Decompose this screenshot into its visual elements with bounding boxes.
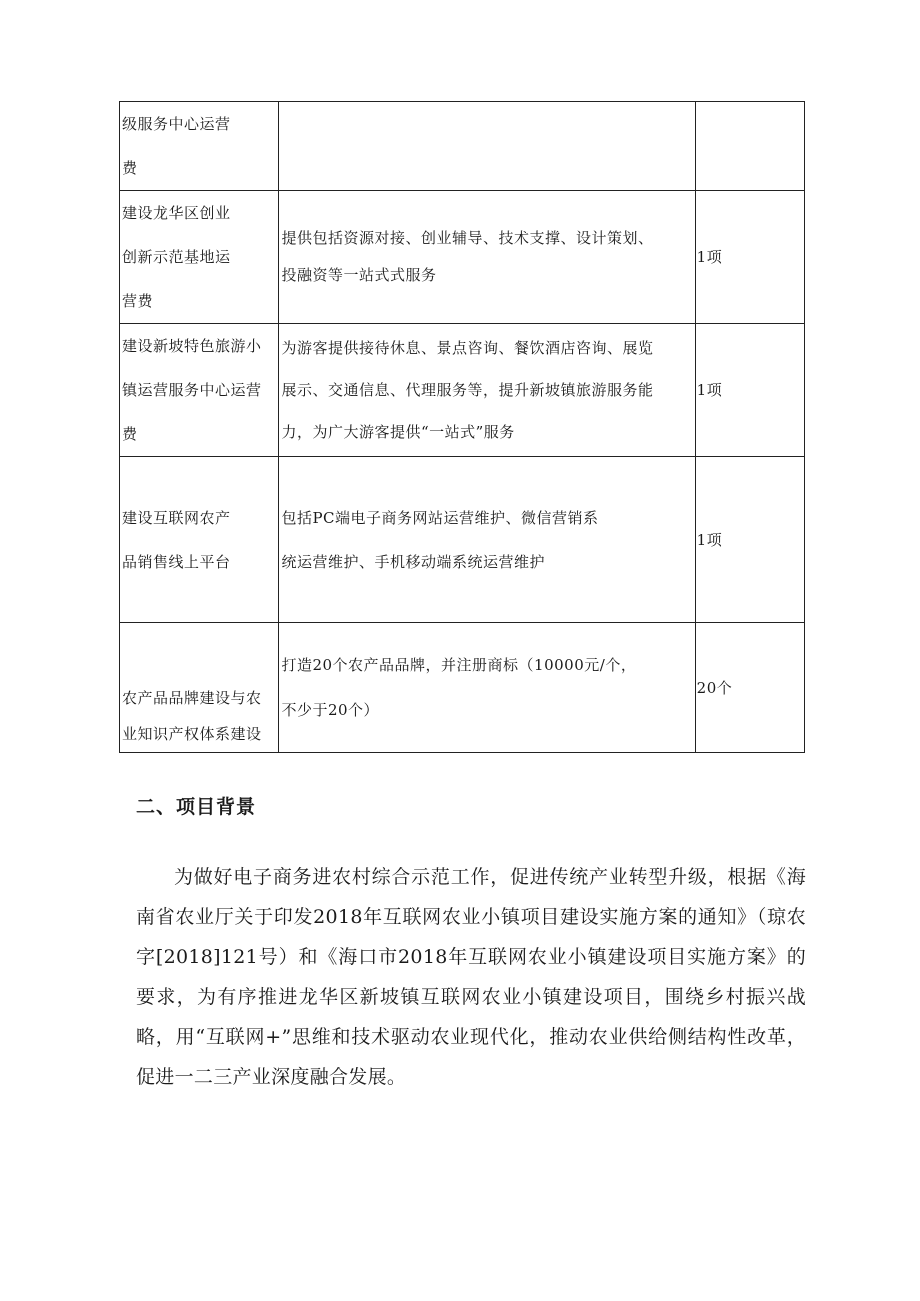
quantity-text: 20个 (696, 678, 733, 697)
item-text: 建设新坡特色旅游小 镇运营服务中心运营 费 (122, 337, 262, 443)
quantity-cell (695, 102, 804, 191)
quantity-cell (695, 324, 804, 457)
table-row (120, 324, 805, 457)
table-row (120, 457, 805, 623)
item-cell (120, 457, 279, 623)
item-text: 建设龙华区创业 创新示范基地运 营费 (122, 204, 231, 310)
quantity-cell (695, 191, 804, 324)
quantity-text: 1项 (696, 248, 723, 266)
content-cell (279, 191, 695, 324)
table-row (120, 623, 805, 753)
quantity-cell (695, 457, 804, 623)
item-text: 建设互联网农产 品销售线上平台 (122, 508, 231, 571)
background-paragraph: 为做好电子商务进农村综合示范工作，促进传统产业转型升级，根据《海南省农业厅关于印发2018年互联网农业小镇项目建设实施方案的通知》（琼农字[2018]121号）和《海口市2018年互联网农业小镇建设项目实施方案》的要求，为有序推进龙华区新坡镇互联网农业小镇建设项目，围绕乡村振兴战略，用“互联网+”思维和技术驱动农业现代化，推动农业供给侧结构性改革，促进一二三产业深度融合发展。 (136, 866, 806, 1088)
content-cell (279, 324, 695, 457)
item-text: 农产品品牌建设与农 业知识产权体系建设 (122, 689, 262, 743)
item-text: 级服务中心运营 费 (122, 115, 231, 177)
table-row (120, 102, 805, 191)
content-text: 打造20个农产品品牌，并注册商标（10000元/个， 不少于20个） (281, 655, 637, 719)
content-text: 提供包括资源对接、创业辅导、技术支撑、设计策划、 投融资等一站式式服务 (281, 229, 654, 284)
item-cell (120, 191, 279, 324)
content-text: 为游客提供接待休息、景点咨询、餐饮酒店咨询、展览 展示、交通信息、代理服务等，提升新坡镇旅游服务能 力，为广大游客提供“一站式”服务 (281, 339, 654, 441)
requirements-table (119, 101, 805, 753)
table-row (120, 191, 805, 324)
item-cell (120, 324, 279, 457)
content-text: 包括PC端电子商务网站运营维护、微信营销系 统运营维护、手机移动端系统运营维护 (281, 508, 599, 571)
content-cell (279, 623, 695, 753)
content-cell (279, 457, 695, 623)
item-cell (120, 623, 279, 753)
section-heading: 二、项目背景 (136, 796, 257, 818)
quantity-text: 1项 (696, 381, 723, 399)
quantity-text: 1项 (696, 530, 723, 549)
item-cell (120, 102, 279, 191)
content-cell (279, 102, 695, 191)
quantity-cell (695, 623, 804, 753)
